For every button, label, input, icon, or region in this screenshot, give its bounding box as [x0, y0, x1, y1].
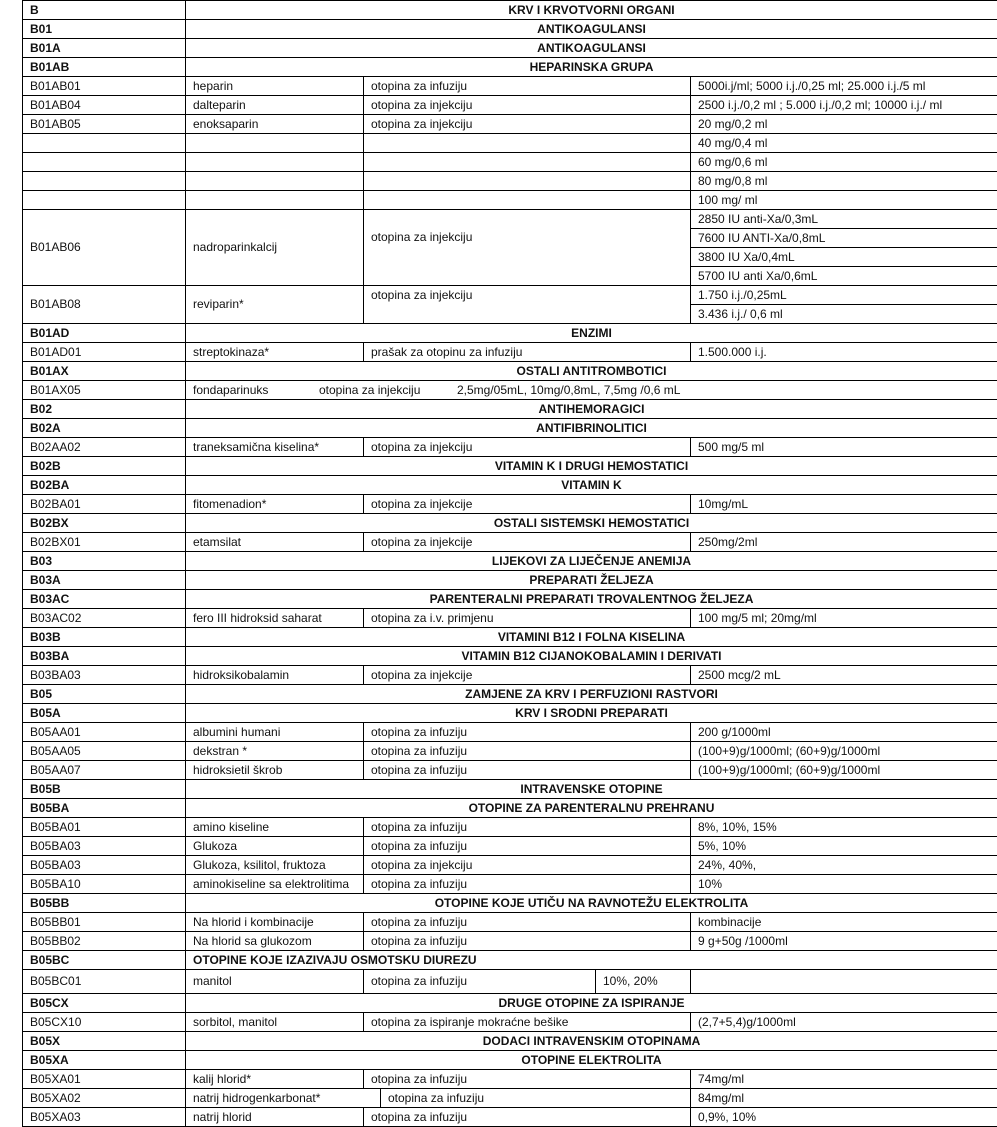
drug-name: Na hlorid sa glukozom [186, 932, 364, 950]
drug-name: fondaparinuks [193, 383, 269, 397]
strength: 2850 IU anti-Xa/0,3mL [691, 210, 997, 229]
drug-name: streptokinaza* [186, 343, 364, 361]
atc-code [23, 172, 186, 190]
drug-name [186, 191, 364, 209]
strength: 0,9%, 10% [691, 1108, 997, 1126]
atc-code: B05AA07 [23, 761, 186, 779]
pharmaceutical-form [364, 153, 691, 171]
table-row [23, 970, 997, 994]
strength: 5%, 10% [691, 837, 997, 855]
atc-code: B05XA01 [23, 1070, 186, 1088]
category-title: OSTALI SISTEMSKI HEMOSTATICI [186, 514, 997, 532]
atc-code [23, 153, 186, 171]
drug-name: Glukoza [186, 837, 364, 855]
pharmaceutical-form: otopina za infuziju [364, 723, 691, 741]
table-row [23, 875, 997, 894]
strength: (100+9)g/1000ml; (60+9)g/1000ml [691, 761, 997, 779]
strength: 10% [691, 875, 997, 893]
atc-code: B05BB01 [23, 913, 186, 931]
strength: 8%, 10%, 15% [691, 818, 997, 836]
pharmaceutical-form: otopina za injekciju [364, 286, 691, 323]
strength: 10mg/mL [691, 495, 997, 513]
table-row [23, 1013, 997, 1032]
category-title: DRUGE OTOPINE ZA ISPIRANJE [186, 994, 997, 1012]
atc-code: B01AB01 [23, 77, 186, 95]
drug-name: amino kiseline [186, 818, 364, 836]
strength: 60 mg/0,6 ml [691, 153, 997, 171]
pharmaceutical-form: otopina za injekcije [364, 495, 691, 513]
atc-code: B01AB04 [23, 96, 186, 114]
atc-code: B03AC [23, 590, 186, 608]
drug-name: fero III hidroksid saharat [186, 609, 364, 627]
category-title: DODACI INTRAVENSKIM OTOPINAMA [186, 1032, 997, 1050]
strength: 84mg/ml [691, 1089, 997, 1107]
drug-name: albumini humani [186, 723, 364, 741]
category-title: OTOPINE ZA PARENTERALNU PREHRANU [186, 799, 997, 817]
atc-code: B02B [23, 457, 186, 475]
drug-name: natrij hidrogenkarbonat* [186, 1089, 381, 1107]
atc-code: B05BA01 [23, 818, 186, 836]
atc-code: B03BA [23, 647, 186, 665]
category-row [23, 1, 997, 20]
pharmaceutical-form: otopina za injekcije [364, 666, 691, 684]
atc-code: B01AB06 [23, 210, 186, 285]
atc-code: B02BX01 [23, 533, 186, 551]
pharmaceutical-form: otopina za infuziju [364, 875, 691, 893]
table-row [23, 495, 997, 514]
table-row [23, 286, 997, 324]
strength: 20 mg/0,2 ml [691, 115, 997, 133]
table-row [23, 533, 997, 552]
pharmaceutical-form: otopina za injekciju [319, 383, 421, 397]
category-row [23, 894, 997, 913]
drug-name [186, 134, 364, 152]
category-row [23, 571, 997, 590]
atc-code: B01AX05 [23, 381, 186, 399]
atc-code: B05BB02 [23, 932, 186, 950]
strength: 200 g/1000ml [691, 723, 997, 741]
category-title: ZAMJENE ZA KRV I PERFUZIONI RASTVORI [186, 685, 997, 703]
pharmaceutical-form: otopina za injekciju [364, 438, 691, 456]
table-row [23, 191, 997, 210]
drug-name: kalij hlorid* [186, 1070, 364, 1088]
atc-code: B03 [23, 552, 186, 570]
category-row [23, 590, 997, 609]
atc-code [23, 134, 186, 152]
category-title: PARENTERALNI PREPARATI TROVALENTNOG ŽELJEZA [186, 590, 997, 608]
category-row [23, 685, 997, 704]
atc-code: B01AX [23, 362, 186, 380]
category-title: KRV I KRVOTVORNI ORGANI [186, 1, 997, 19]
table-row [23, 1108, 997, 1127]
combined-cell [186, 381, 997, 399]
strength: 9 g+50g /1000ml [691, 932, 997, 950]
table-row [23, 1089, 997, 1108]
category-row [23, 362, 997, 381]
category-row [23, 552, 997, 571]
pharmaceutical-form: otopina za infuziju [364, 1108, 691, 1126]
category-row [23, 799, 997, 818]
strength: 500 mg/5 ml [691, 438, 997, 456]
category-title: VITAMIN K I DRUGI HEMOSTATICI [186, 457, 997, 475]
category-row [23, 39, 997, 58]
atc-code: B05XA02 [23, 1089, 186, 1107]
table-row [23, 172, 997, 191]
pharmaceutical-form: otopina za infuziju [364, 932, 691, 950]
atc-code: B05BC [23, 951, 186, 969]
category-title: LIJEKOVI ZA LIJEČENJE ANEMIJA [186, 552, 997, 570]
strength: 5000i.j/ml; 5000 i.j./0,25 ml; 25.000 i.j./5 ml [691, 77, 997, 95]
category-title: PREPARATI ŽELJEZA [186, 571, 997, 589]
table-row [23, 742, 997, 761]
category-row [23, 457, 997, 476]
pharmaceutical-form: otopina za infuziju [364, 742, 691, 760]
atc-code: B [23, 1, 186, 19]
pharmaceutical-form [364, 191, 691, 209]
atc-code: B01AB [23, 58, 186, 76]
atc-code: B01AD01 [23, 343, 186, 361]
atc-code: B05BA03 [23, 856, 186, 874]
drug-name: dekstran * [186, 742, 364, 760]
table-row [23, 818, 997, 837]
atc-code: B02BA [23, 476, 186, 494]
pharmaceutical-form: otopina za infuziju [364, 77, 691, 95]
atc-code: B02BA01 [23, 495, 186, 513]
category-title: OSTALI ANTITROMBOTICI [186, 362, 997, 380]
table-row [23, 666, 997, 685]
category-row [23, 1032, 997, 1051]
pharmaceutical-form: otopina za infuziju [364, 761, 691, 779]
atc-code: B05BB [23, 894, 186, 912]
category-title: VITAMIN K [186, 476, 997, 494]
category-row [23, 994, 997, 1013]
atc-code: B03A [23, 571, 186, 589]
category-title: ENZIMI [186, 324, 997, 342]
pharmaceutical-form: otopina za injekciju [364, 96, 691, 114]
category-row [23, 20, 997, 39]
category-row [23, 476, 997, 495]
category-title: VITAMIN B12 CIJANOKOBALAMIN I DERIVATI [186, 647, 997, 665]
atc-code: B02AA02 [23, 438, 186, 456]
drug-name: aminokiseline sa elektrolitima [186, 875, 364, 893]
drug-name: manitol [186, 970, 364, 993]
atc-code: B03BA03 [23, 666, 186, 684]
atc-code: B05B [23, 780, 186, 798]
atc-code: B05AA05 [23, 742, 186, 760]
table-row [23, 723, 997, 742]
drug-name: nadroparinkalcij [186, 210, 364, 285]
strength: 100 mg/ ml [691, 191, 997, 209]
atc-code: B01A [23, 39, 186, 57]
atc-code: B05A [23, 704, 186, 722]
pharmaceutical-form: otopina za infuziju [364, 1070, 691, 1088]
drug-name: Na hlorid i kombinacije [186, 913, 364, 931]
pharmaceutical-form: otopina za infuziju [364, 913, 691, 931]
pharmaceutical-form: otopina za infuziju [364, 818, 691, 836]
drug-name: dalteparin [186, 96, 364, 114]
drug-name: fitomenadion* [186, 495, 364, 513]
table-row [23, 210, 997, 286]
drug-name: Glukoza, ksilitol, fruktoza [186, 856, 364, 874]
table-row [23, 761, 997, 780]
pharmaceutical-form: otopina za injekcije [364, 533, 691, 551]
table-row [23, 381, 997, 400]
atc-code: B03B [23, 628, 186, 646]
category-title: ANTIFIBRINOLITICI [186, 419, 997, 437]
table-row [23, 343, 997, 362]
table-row [23, 913, 997, 932]
strength: 80 mg/0,8 ml [691, 172, 997, 190]
pharmaceutical-form [364, 172, 691, 190]
table-row [23, 609, 997, 628]
atc-code: B05BA10 [23, 875, 186, 893]
drug-name: etamsilat [186, 533, 364, 551]
strength: 7600 IU ANTI-Xa/0,8mL [691, 229, 997, 248]
atc-code: B01AB05 [23, 115, 186, 133]
table-row [23, 96, 997, 115]
atc-code [23, 191, 186, 209]
pharmaceutical-form: otopina za injekciju [364, 210, 691, 285]
drug-name: traneksamična kiselina* [186, 438, 364, 456]
pharmaceutical-form: prašak za otopinu za infuziju [364, 343, 691, 361]
pharmaceutical-form: otopina za infuziju [364, 837, 691, 855]
strength: 100 mg/5 ml; 20mg/ml [691, 609, 997, 627]
table-row [23, 438, 997, 457]
atc-code: B05X [23, 1032, 186, 1050]
table-row [23, 77, 997, 96]
drug-classification-table [22, 0, 997, 1127]
strength: (2,7+5,4)g/1000ml [691, 1013, 997, 1031]
pharmaceutical-form: otopina za injekciju [364, 115, 691, 133]
table-row [23, 1070, 997, 1089]
category-title: ANTIHEMORAGICI [186, 400, 997, 418]
table-row [23, 153, 997, 172]
category-row [23, 58, 997, 77]
strength: 1.750 i.j./0,25mL [691, 286, 997, 305]
category-row [23, 628, 997, 647]
atc-code: B05XA [23, 1051, 186, 1069]
strength: (100+9)g/1000ml; (60+9)g/1000ml [691, 742, 997, 760]
strength-blank [691, 970, 997, 993]
drug-name: hidroksietil škrob [186, 761, 364, 779]
strength: 2,5mg/05mL, 10mg/0,8mL, 7,5mg /0,6 mL [457, 383, 681, 397]
category-row [23, 324, 997, 343]
atc-code: B02 [23, 400, 186, 418]
pharmaceutical-form: otopina za infuziju [381, 1089, 691, 1107]
category-title: VITAMINI B12 I FOLNA KISELINA [186, 628, 997, 646]
category-row [23, 780, 997, 799]
category-title: INTRAVENSKE OTOPINE [186, 780, 997, 798]
category-row [23, 647, 997, 666]
atc-code: B05BA03 [23, 837, 186, 855]
pharmaceutical-form [364, 134, 691, 152]
drug-name: enoksaparin [186, 115, 364, 133]
category-title: ANTIKOAGULANSI [186, 39, 997, 57]
atc-code: B02A [23, 419, 186, 437]
drug-name: hidroksikobalamin [186, 666, 364, 684]
strength: 40 mg/0,4 ml [691, 134, 997, 152]
strength: kombinacije [691, 913, 997, 931]
category-row [23, 951, 997, 970]
category-row [23, 419, 997, 438]
atc-code: B05BA [23, 799, 186, 817]
atc-code: B05 [23, 685, 186, 703]
strength: 2500 mcg/2 mL [691, 666, 997, 684]
table-row [23, 134, 997, 153]
drug-name: heparin [186, 77, 364, 95]
strength: 74mg/ml [691, 1070, 997, 1088]
atc-code: B05CX10 [23, 1013, 186, 1031]
category-row [23, 704, 997, 723]
strength: 2500 i.j./0,2 ml ; 5.000 i.j./0,2 ml; 10000 i.j./ ml [691, 96, 997, 114]
atc-code: B01 [23, 20, 186, 38]
strength: 250mg/2ml [691, 533, 997, 551]
table-row [23, 932, 997, 951]
strength: 10%, 20% [596, 970, 691, 993]
table-row [23, 856, 997, 875]
category-title: ANTIKOAGULANSI [186, 20, 997, 38]
category-title: OTOPINE KOJE UTIČU NA RAVNOTEŽU ELEKTROLITA [186, 894, 997, 912]
drug-name: reviparin* [186, 286, 364, 323]
pharmaceutical-form: otopina za injekciju [364, 856, 691, 874]
category-title: OTOPINE KOJE IZAZIVAJU OSMOTSKU DIUREZU [186, 951, 997, 969]
atc-code: B05AA01 [23, 723, 186, 741]
pharmaceutical-form: otopina za infuziju [364, 970, 596, 993]
category-row [23, 514, 997, 533]
category-row [23, 400, 997, 419]
category-title: KRV I SRODNI PREPARATI [186, 704, 997, 722]
drug-name [186, 153, 364, 171]
atc-code: B05BC01 [23, 970, 186, 993]
strength: 1.500.000 i.j. [691, 343, 997, 361]
pharmaceutical-form: otopina za ispiranje mokraćne bešike [364, 1013, 691, 1031]
pharmaceutical-form: otopina za i.v. primjenu [364, 609, 691, 627]
atc-code: B03AC02 [23, 609, 186, 627]
category-row [23, 1051, 997, 1070]
table-row [23, 115, 997, 134]
atc-code: B01AD [23, 324, 186, 342]
atc-code: B05CX [23, 994, 186, 1012]
strength: 5700 IU anti Xa/0,6mL [691, 267, 997, 286]
drug-name: sorbitol, manitol [186, 1013, 364, 1031]
strength: 3800 IU Xa/0,4mL [691, 248, 997, 267]
category-title: OTOPINE ELEKTROLITA [186, 1051, 997, 1069]
atc-code: B02BX [23, 514, 186, 532]
atc-code: B05XA03 [23, 1108, 186, 1126]
table-row [23, 837, 997, 856]
strength: 3.436 i.j./ 0,6 ml [691, 305, 997, 324]
strength: 24%, 40%, [691, 856, 997, 874]
category-title: HEPARINSKA GRUPA [186, 58, 997, 76]
atc-code: B01AB08 [23, 286, 186, 323]
drug-name: natrij hlorid [186, 1108, 364, 1126]
drug-name [186, 172, 364, 190]
